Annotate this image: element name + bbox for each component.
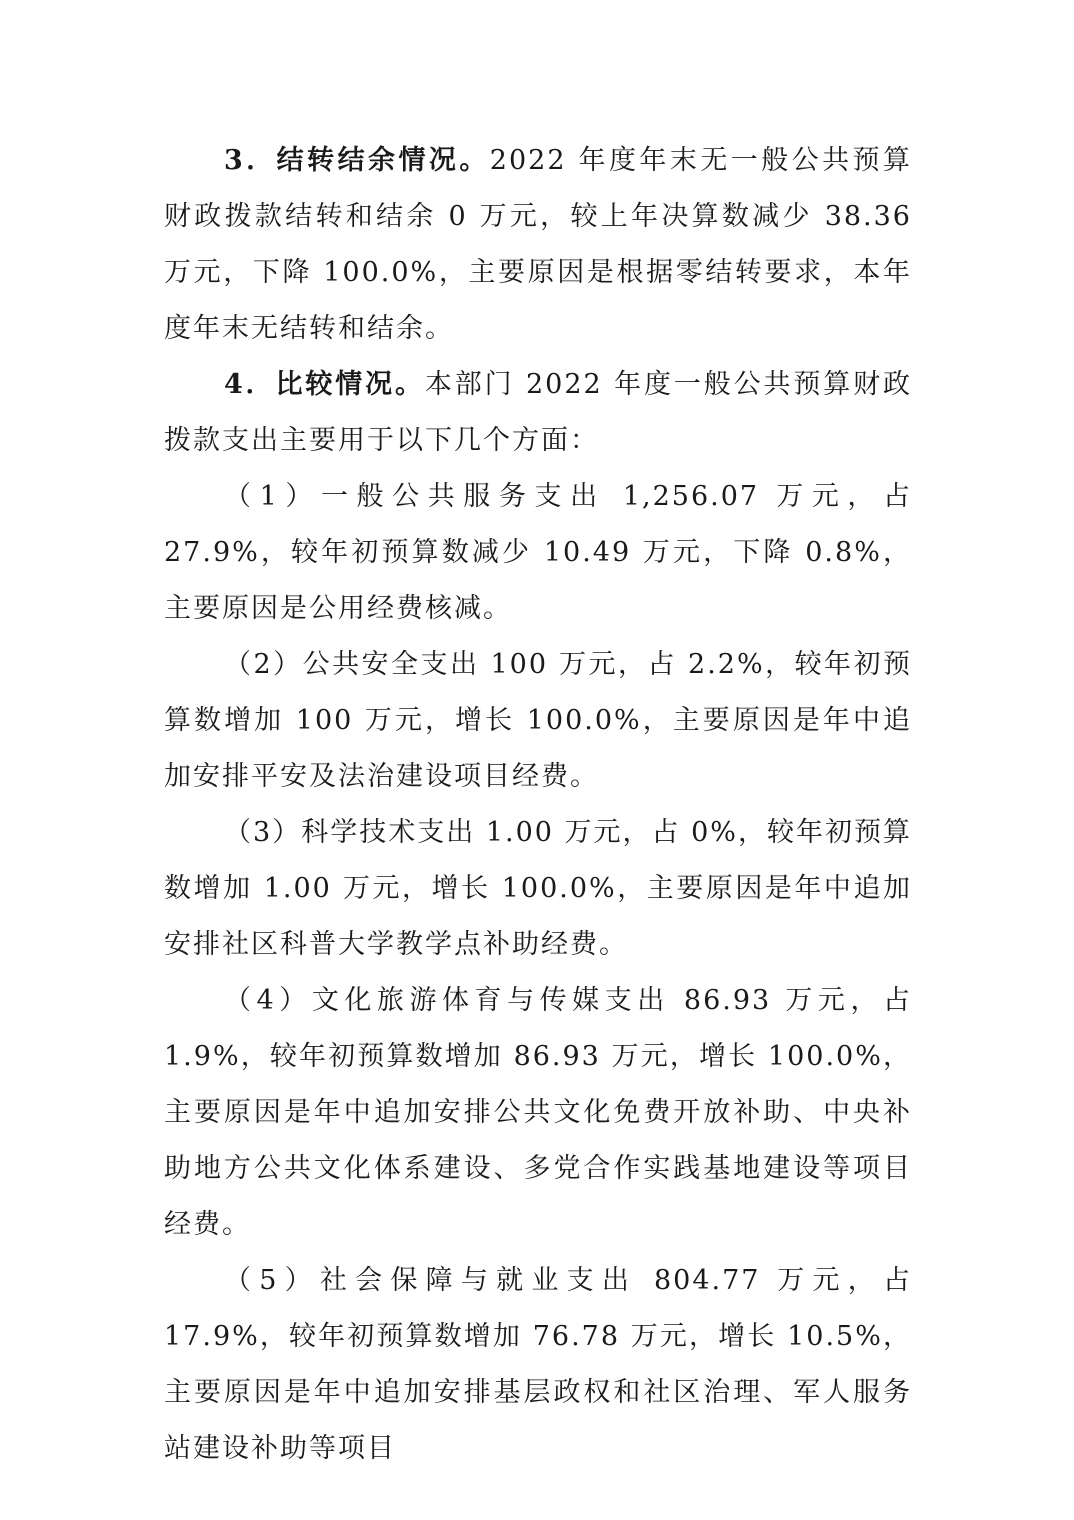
section-text: 本部门 2022 年度一般公共预算财政拨款支出主要用于以下几个方面： [164, 369, 912, 456]
section-text: 2022 年度年末无一般公共预算财政拨款结转和结余 0 万元，较上年决算数减少 38.36 万元，下降 100.0%，主要原因是根据零结转要求，本年度年末无结转和结余。 [164, 145, 912, 344]
item-label: （1） [224, 481, 321, 512]
item-text: 社会保障与就业支出 804.77 万元，占 17.9%，较年初预算数增加 76.78 万元，增长 10.5%，主要原因是年中追加安排基层政权和社区治理、军人服务站建设补助等项目 [164, 1265, 912, 1464]
item-label: （3） [224, 817, 302, 848]
list-item [164, 805, 912, 973]
list-item [164, 469, 912, 637]
section-comparison [164, 357, 912, 469]
item-label: （5） [224, 1265, 320, 1296]
item-text: 文化旅游体育与传媒支出 86.93 万元，占 1.9%，较年初预算数增加 86.93 万元，增长 100.0%，主要原因是年中追加安排公共文化免费开放补助、中央补助地方公共文化体系建设、多党合作实践基地建设等项目经费。 [164, 985, 912, 1240]
list-item [164, 637, 912, 805]
section-heading: 3．结转结余情况。 [224, 145, 490, 176]
item-label: （4） [224, 985, 312, 1016]
document-body [164, 133, 912, 1477]
item-text: 一般公共服务支出 1,256.07 万元，占 27.9%，较年初预算数减少 10.49 万元，下降 0.8%，主要原因是公用经费核减。 [164, 481, 912, 624]
item-text: 公共安全支出 100 万元，占 2.2%，较年初预算数增加 100 万元，增长 100.0%，主要原因是年中追加安排平安及法治建设项目经费。 [164, 649, 912, 792]
item-text: 科学技术支出 1.00 万元，占 0%，较年初预算数增加 1.00 万元，增长 100.0%，主要原因是年中追加安排社区科普大学教学点补助经费。 [164, 817, 912, 960]
list-item [164, 1253, 912, 1477]
list-item [164, 973, 912, 1253]
section-heading: 4．比较情况。 [224, 369, 425, 400]
item-label: （2） [224, 649, 303, 680]
section-carryover [164, 133, 912, 357]
